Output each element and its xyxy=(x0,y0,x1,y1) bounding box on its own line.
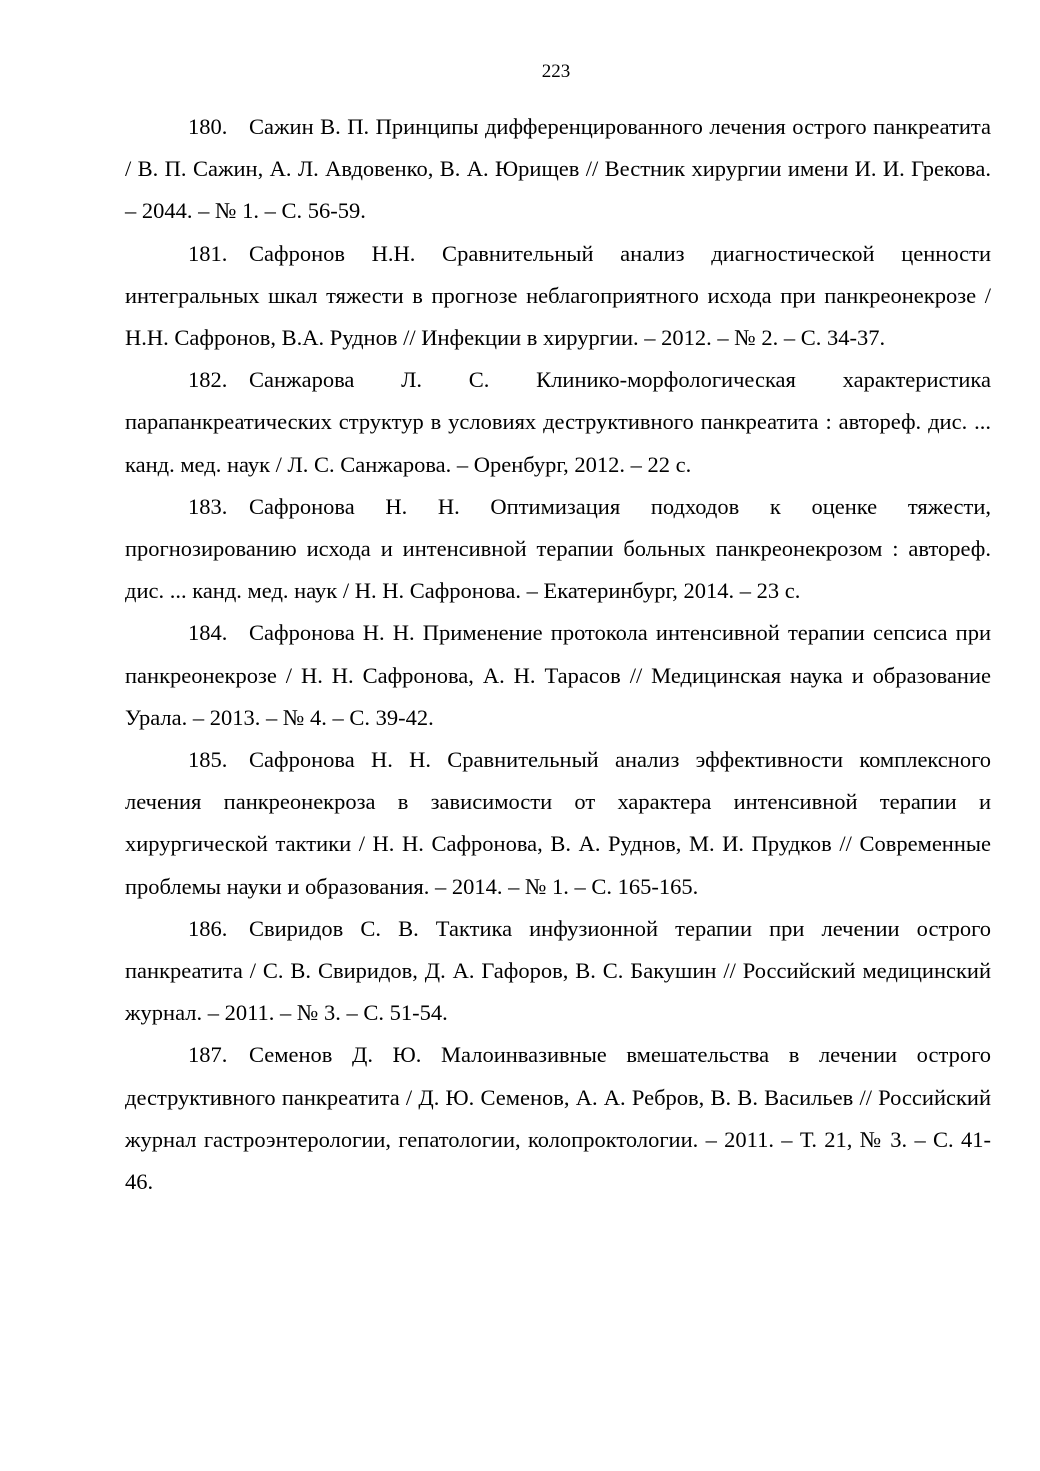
reference-item xyxy=(125,908,991,1035)
reference-number: 186. xyxy=(188,915,228,941)
reference-text: Сафронова Н. Н. Оптимизация подходов к оценке тяжести, прогнозированию исхода и интенсивной терапии больных панкреонекрозом : автореф. дис. ... канд. мед. наук / Н. Н. Сафронова. – Екатеринбург, 2014. – 23 с. xyxy=(125,493,991,604)
reference-item xyxy=(125,233,991,360)
reference-text: Санжарова Л. С. Клинико-морфологическая характеристика парапанкреатических структур в условиях деструктивного панкреатита : автореф. дис. ... канд. мед. наук / Л. С. Санжарова. – Оренбург, 2012. – 22 с. xyxy=(125,367,991,477)
reference-text: Свиридов С. В. Тактика инфузионной терапии при лечении острого панкреатита / С. В. Свиридов, Д. А. Гафоров, В. С. Бакушин // Российский медицинский журнал. – 2011. – № 3. – С. 51-54. xyxy=(125,915,991,1026)
page-number: 223 xyxy=(541,61,571,82)
reference-item xyxy=(125,1034,991,1203)
reference-item xyxy=(125,612,991,739)
reference-text: Сафронова Н. Н. Применение протокола интенсивной терапии сепсиса при панкреонекрозе / Н. Н. Сафронова, А. Н. Тарасов // Медицинская наука и образование Урала. – 2013. – № 4. – С. 39-42. xyxy=(125,620,991,730)
reference-number: 180. xyxy=(188,114,228,139)
reference-text: Семенов Д. Ю. Малоинвазивные вмешательства в лечении острого деструктивного панкреатита / Д. Ю. Семенов, А. А. Ребров, В. В. Васильев // Российский журнал гастроэнтерологии, гепатологии, колопроктологии. – 2011. – Т. 21, № 3. – С. 41-46. xyxy=(125,1042,991,1195)
reference-number: 181. xyxy=(188,240,228,266)
reference-list xyxy=(125,106,991,1203)
reference-number: 184. xyxy=(188,620,228,646)
reference-text: Сажин В. П. Принципы дифференцированного лечения острого панкреатита / В. П. Сажин, А. Л. Авдовенко, В. А. Юрищев // Вестник хирургии имени И. И. Грекова. – 2044. – № 1. – С. 56-59. xyxy=(125,114,991,224)
reference-item xyxy=(125,739,991,908)
reference-text: Сафронова Н. Н. Сравнительный анализ эффективности комплексного лечения панкреонекроза в зависимости от характера интенсивной терапии и хирургической тактики / Н. Н. Сафронова, В. А. Руднов, М. И. Прудков // Современные проблемы науки и образования. – 2014. – № 1. – С. 165-165. xyxy=(125,747,991,899)
reference-item xyxy=(125,486,991,613)
reference-item xyxy=(125,359,991,486)
reference-number: 187. xyxy=(188,1042,228,1068)
reference-number: 183. xyxy=(188,493,228,519)
reference-item xyxy=(125,106,991,233)
reference-text: Сафронов Н.Н. Сравнительный анализ диагностической ценности интегральных шкал тяжести в прогнозе неблагоприятного исхода при панкреонекрозе / Н.Н. Сафронов, В.А. Руднов // Инфекции в хирургии. – 2012. – № 2. – С. 34-37. xyxy=(125,240,991,351)
reference-number: 182. xyxy=(188,367,228,393)
reference-number: 185. xyxy=(188,747,228,773)
